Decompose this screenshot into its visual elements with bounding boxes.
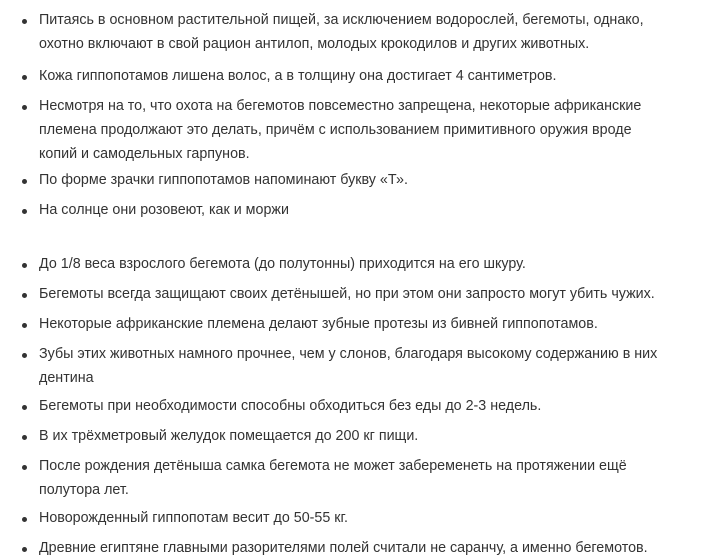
- bullet-dot-icon: [22, 209, 27, 214]
- bullet-dot-icon: [22, 19, 27, 24]
- list-item-text-line: копий и самодельных гарпунов.: [39, 146, 250, 162]
- list-item-text-line: На солнце они розовеют, как и моржи: [39, 202, 289, 218]
- list-item-text-line: Бегемоты при необходимости способны обходиться без еды до 2-3 недель.: [39, 398, 542, 414]
- bullet-dot-icon: [22, 179, 27, 184]
- list-item-text-line: Бегемоты всегда защищают своих детёнышей, но при этом они запросто могут убить чужих.: [39, 286, 655, 302]
- list-item-text-line: племена продолжают это делать, причём с использованием примитивного оружия вроде: [39, 122, 632, 138]
- list-item-text-line: Несмотря на то, что охота на бегемотов повсеместно запрещена, некоторые африканские: [39, 98, 642, 114]
- bullet-dot-icon: [22, 105, 27, 110]
- list-item-text-line: охотно включают в свой рацион антилоп, молодых крокодилов и других животных.: [39, 36, 590, 52]
- bullet-dot-icon: [22, 435, 27, 440]
- list-item-text-line: Новорожденный гиппопотам весит до 50-55 кг.: [39, 510, 348, 526]
- list-item-text-line: Кожа гиппопотамов лишена волос, а в толщину она достигает 4 сантиметров.: [39, 68, 557, 84]
- list-item-text-line: До 1/8 веса взрослого бегемота (до полутонны) приходится на его шкуру.: [39, 256, 526, 272]
- bullet-dot-icon: [22, 353, 27, 358]
- bullet-dot-icon: [22, 547, 27, 552]
- list-item-text-line: Питаясь в основном растительной пищей, за исключением водорослей, бегемоты, однако,: [39, 12, 644, 28]
- list-item-text-line: полутора лет.: [39, 482, 129, 498]
- bullet-dot-icon: [22, 465, 27, 470]
- list-item-text-line: Некоторые африканские племена делают зубные протезы из бивней гиппопотамов.: [39, 316, 598, 332]
- list-item-text-line: дентина: [39, 370, 94, 386]
- list-item-text-line: В их трёхметровый желудок помещается до 200 кг пищи.: [39, 428, 419, 444]
- bullet-dot-icon: [22, 323, 27, 328]
- bullet-dot-icon: [22, 75, 27, 80]
- bullet-dot-icon: [22, 293, 27, 298]
- bullet-dot-icon: [22, 263, 27, 268]
- list-item-text-line: После рождения детёныша самка бегемота не может забеременеть на протяжении ещё: [39, 458, 627, 474]
- list-item-text-line: По форме зрачки гиппопотамов напоминают букву «Т».: [39, 172, 408, 188]
- bullet-dot-icon: [22, 405, 27, 410]
- list-item-text-line: Древние египтяне главными разорителями полей считали не саранчу, а именно бегемотов.: [39, 540, 648, 556]
- bullet-dot-icon: [22, 517, 27, 522]
- list-item-text-line: Зубы этих животных намного прочнее, чем у слонов, благодаря высокому содержанию в них: [39, 346, 658, 362]
